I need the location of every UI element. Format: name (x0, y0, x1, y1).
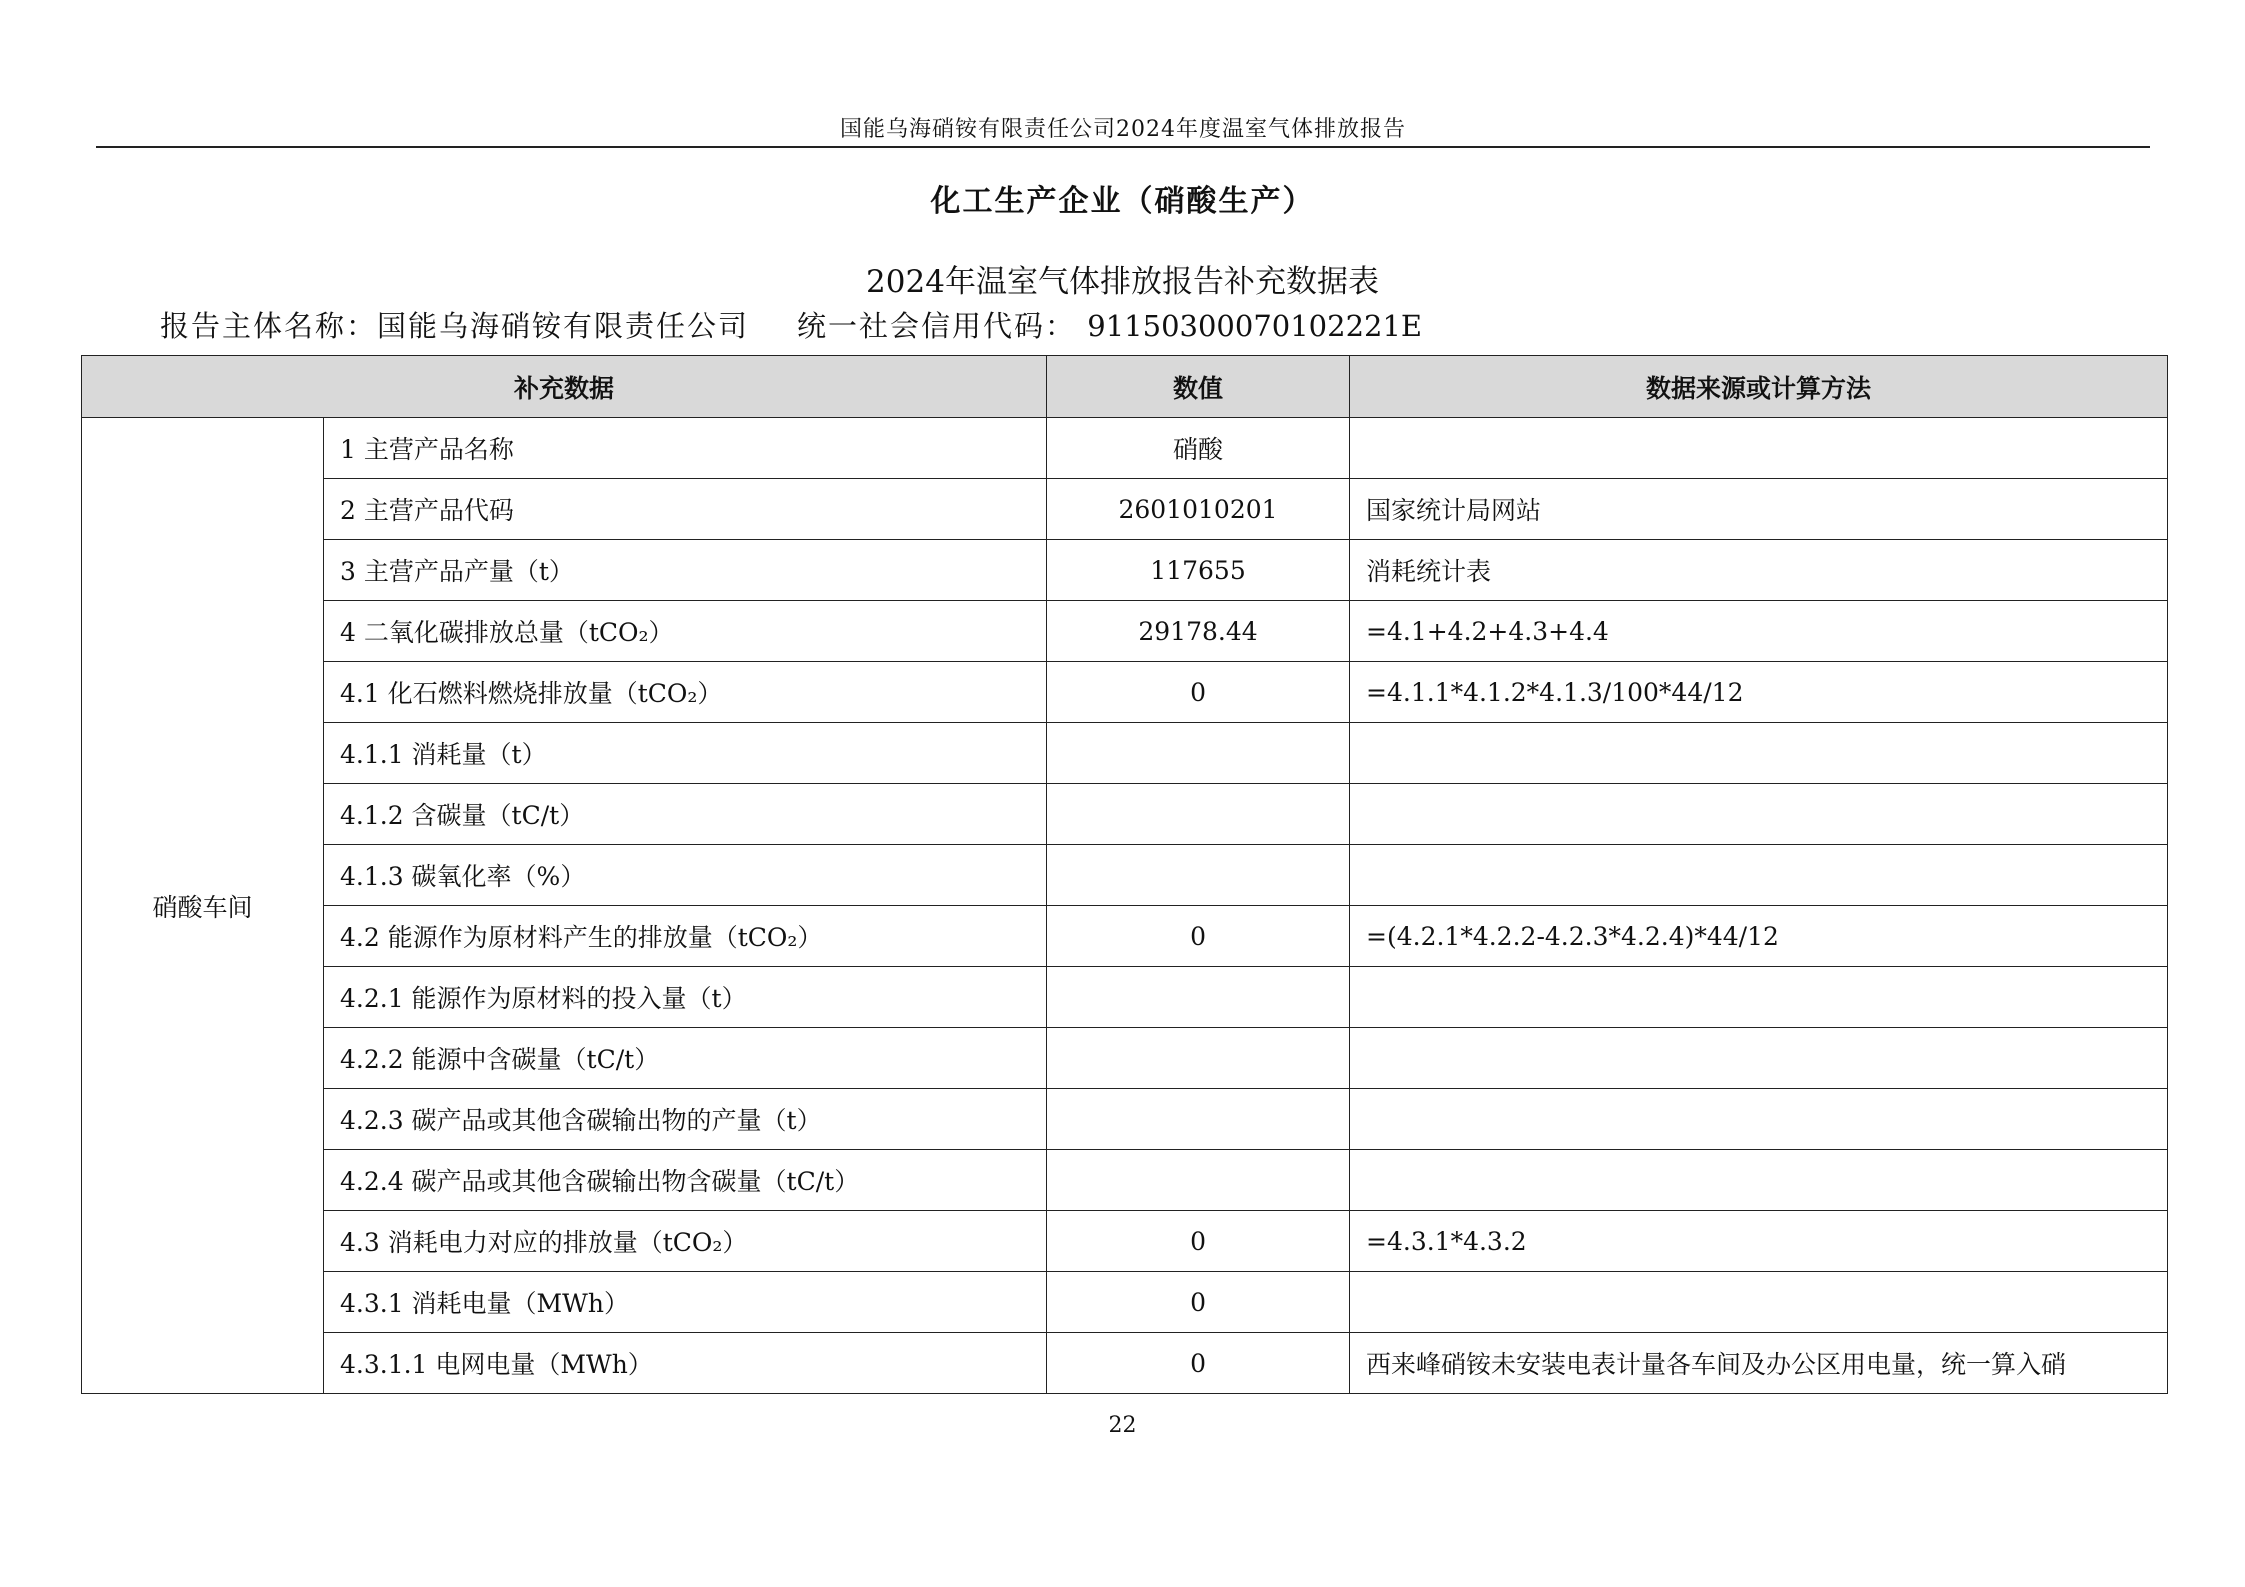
source-cell: =(4.2.1*4.2.2-4.2.3*4.2.4)*44/12 (1350, 906, 2168, 967)
source-cell: =4.1.1*4.1.2*4.1.3/100*44/12 (1350, 662, 2168, 723)
item-cell: 3 主营产品产量（t） (324, 540, 1047, 601)
item-cell: 4 二氧化碳排放总量（tCO₂） (324, 601, 1047, 662)
subject-name-label: 报告主体名称： (160, 309, 378, 343)
source-cell: 消耗统计表 (1350, 540, 2168, 601)
item-cell: 4.2 能源作为原材料产生的排放量（tCO₂） (324, 906, 1047, 967)
table-row (82, 723, 2168, 784)
item-cell: 4.1 化石燃料燃烧排放量（tCO₂） (324, 662, 1047, 723)
subject-name-value: 国能乌海硝铵有限责任公司 (377, 309, 750, 343)
credit-code-value: 91150300070102221E (1087, 309, 1423, 343)
header-rule (96, 146, 2150, 148)
column-header-value: 数值 (1047, 356, 1350, 418)
source-cell (1350, 967, 2168, 1028)
value-cell: 29178.44 (1047, 601, 1350, 662)
table-row (82, 1028, 2168, 1089)
table-row (82, 1333, 2168, 1394)
credit-code-label: 统一社会信用代码： (797, 309, 1077, 343)
value-cell: 硝酸 (1047, 418, 1350, 479)
value-cell: 0 (1047, 1272, 1350, 1333)
source-cell: 西来峰硝铵未安装电表计量各车间及办公区用电量，统一算入硝 (1350, 1333, 2168, 1394)
table-row (82, 601, 2168, 662)
item-cell: 1 主营产品名称 (324, 418, 1047, 479)
column-header-source: 数据来源或计算方法 (1350, 356, 2168, 418)
table-row (82, 967, 2168, 1028)
item-cell: 2 主营产品代码 (324, 479, 1047, 540)
section-heading: 化工生产企业（硝酸生产） (930, 184, 1315, 219)
running-header: 国能乌海硝铵有限责任公司2024年度温室气体排放报告 (840, 117, 1406, 142)
page-number: 22 (1108, 1413, 1137, 1438)
source-cell (1350, 723, 2168, 784)
table-row (82, 662, 2168, 723)
value-cell (1047, 845, 1350, 906)
supplementary-data-table (81, 355, 2168, 1394)
source-cell: 国家统计局网站 (1350, 479, 2168, 540)
source-cell (1350, 1150, 2168, 1211)
value-cell: 0 (1047, 1211, 1350, 1272)
value-cell: 2601010201 (1047, 479, 1350, 540)
table-row (82, 1089, 2168, 1150)
table-row (82, 1150, 2168, 1211)
item-cell: 4.2.3 碳产品或其他含碳输出物的产量（t） (324, 1089, 1047, 1150)
source-cell (1350, 1028, 2168, 1089)
table-row (82, 418, 2168, 479)
value-cell (1047, 1089, 1350, 1150)
table-row (82, 1272, 2168, 1333)
value-cell: 117655 (1047, 540, 1350, 601)
source-cell (1350, 784, 2168, 845)
value-cell (1047, 784, 1350, 845)
workshop-cell: 硝酸车间 (82, 418, 324, 1394)
subject-line (160, 304, 1422, 345)
source-cell: =4.3.1*4.3.2 (1350, 1211, 2168, 1272)
source-cell (1350, 845, 2168, 906)
table-title: 2024年温室气体排放报告补充数据表 (866, 264, 1379, 300)
item-cell: 4.2.4 碳产品或其他含碳输出物含碳量（tC/t） (324, 1150, 1047, 1211)
source-cell: =4.1+4.2+4.3+4.4 (1350, 601, 2168, 662)
value-cell: 0 (1047, 906, 1350, 967)
table-header-row (82, 356, 2168, 418)
item-cell: 4.3 消耗电力对应的排放量（tCO₂） (324, 1211, 1047, 1272)
value-cell (1047, 1028, 1350, 1089)
table-row (82, 906, 2168, 967)
item-cell: 4.3.1 消耗电量（MWh） (324, 1272, 1047, 1333)
source-cell (1350, 1272, 2168, 1333)
item-cell: 4.3.1.1 电网电量（MWh） (324, 1333, 1047, 1394)
source-cell (1350, 418, 2168, 479)
table-row (82, 845, 2168, 906)
item-cell: 4.1.3 碳氧化率（%） (324, 845, 1047, 906)
value-cell (1047, 1150, 1350, 1211)
column-header-item: 补充数据 (82, 356, 1047, 418)
table-row (82, 1211, 2168, 1272)
item-cell: 4.1.2 含碳量（tC/t） (324, 784, 1047, 845)
item-cell: 4.2.2 能源中含碳量（tC/t） (324, 1028, 1047, 1089)
table-row (82, 540, 2168, 601)
item-cell: 4.1.1 消耗量（t） (324, 723, 1047, 784)
value-cell: 0 (1047, 662, 1350, 723)
table-body (82, 418, 2168, 1394)
value-cell (1047, 967, 1350, 1028)
source-cell (1350, 1089, 2168, 1150)
value-cell (1047, 723, 1350, 784)
table-row (82, 784, 2168, 845)
item-cell: 4.2.1 能源作为原材料的投入量（t） (324, 967, 1047, 1028)
table-row (82, 479, 2168, 540)
value-cell: 0 (1047, 1333, 1350, 1394)
